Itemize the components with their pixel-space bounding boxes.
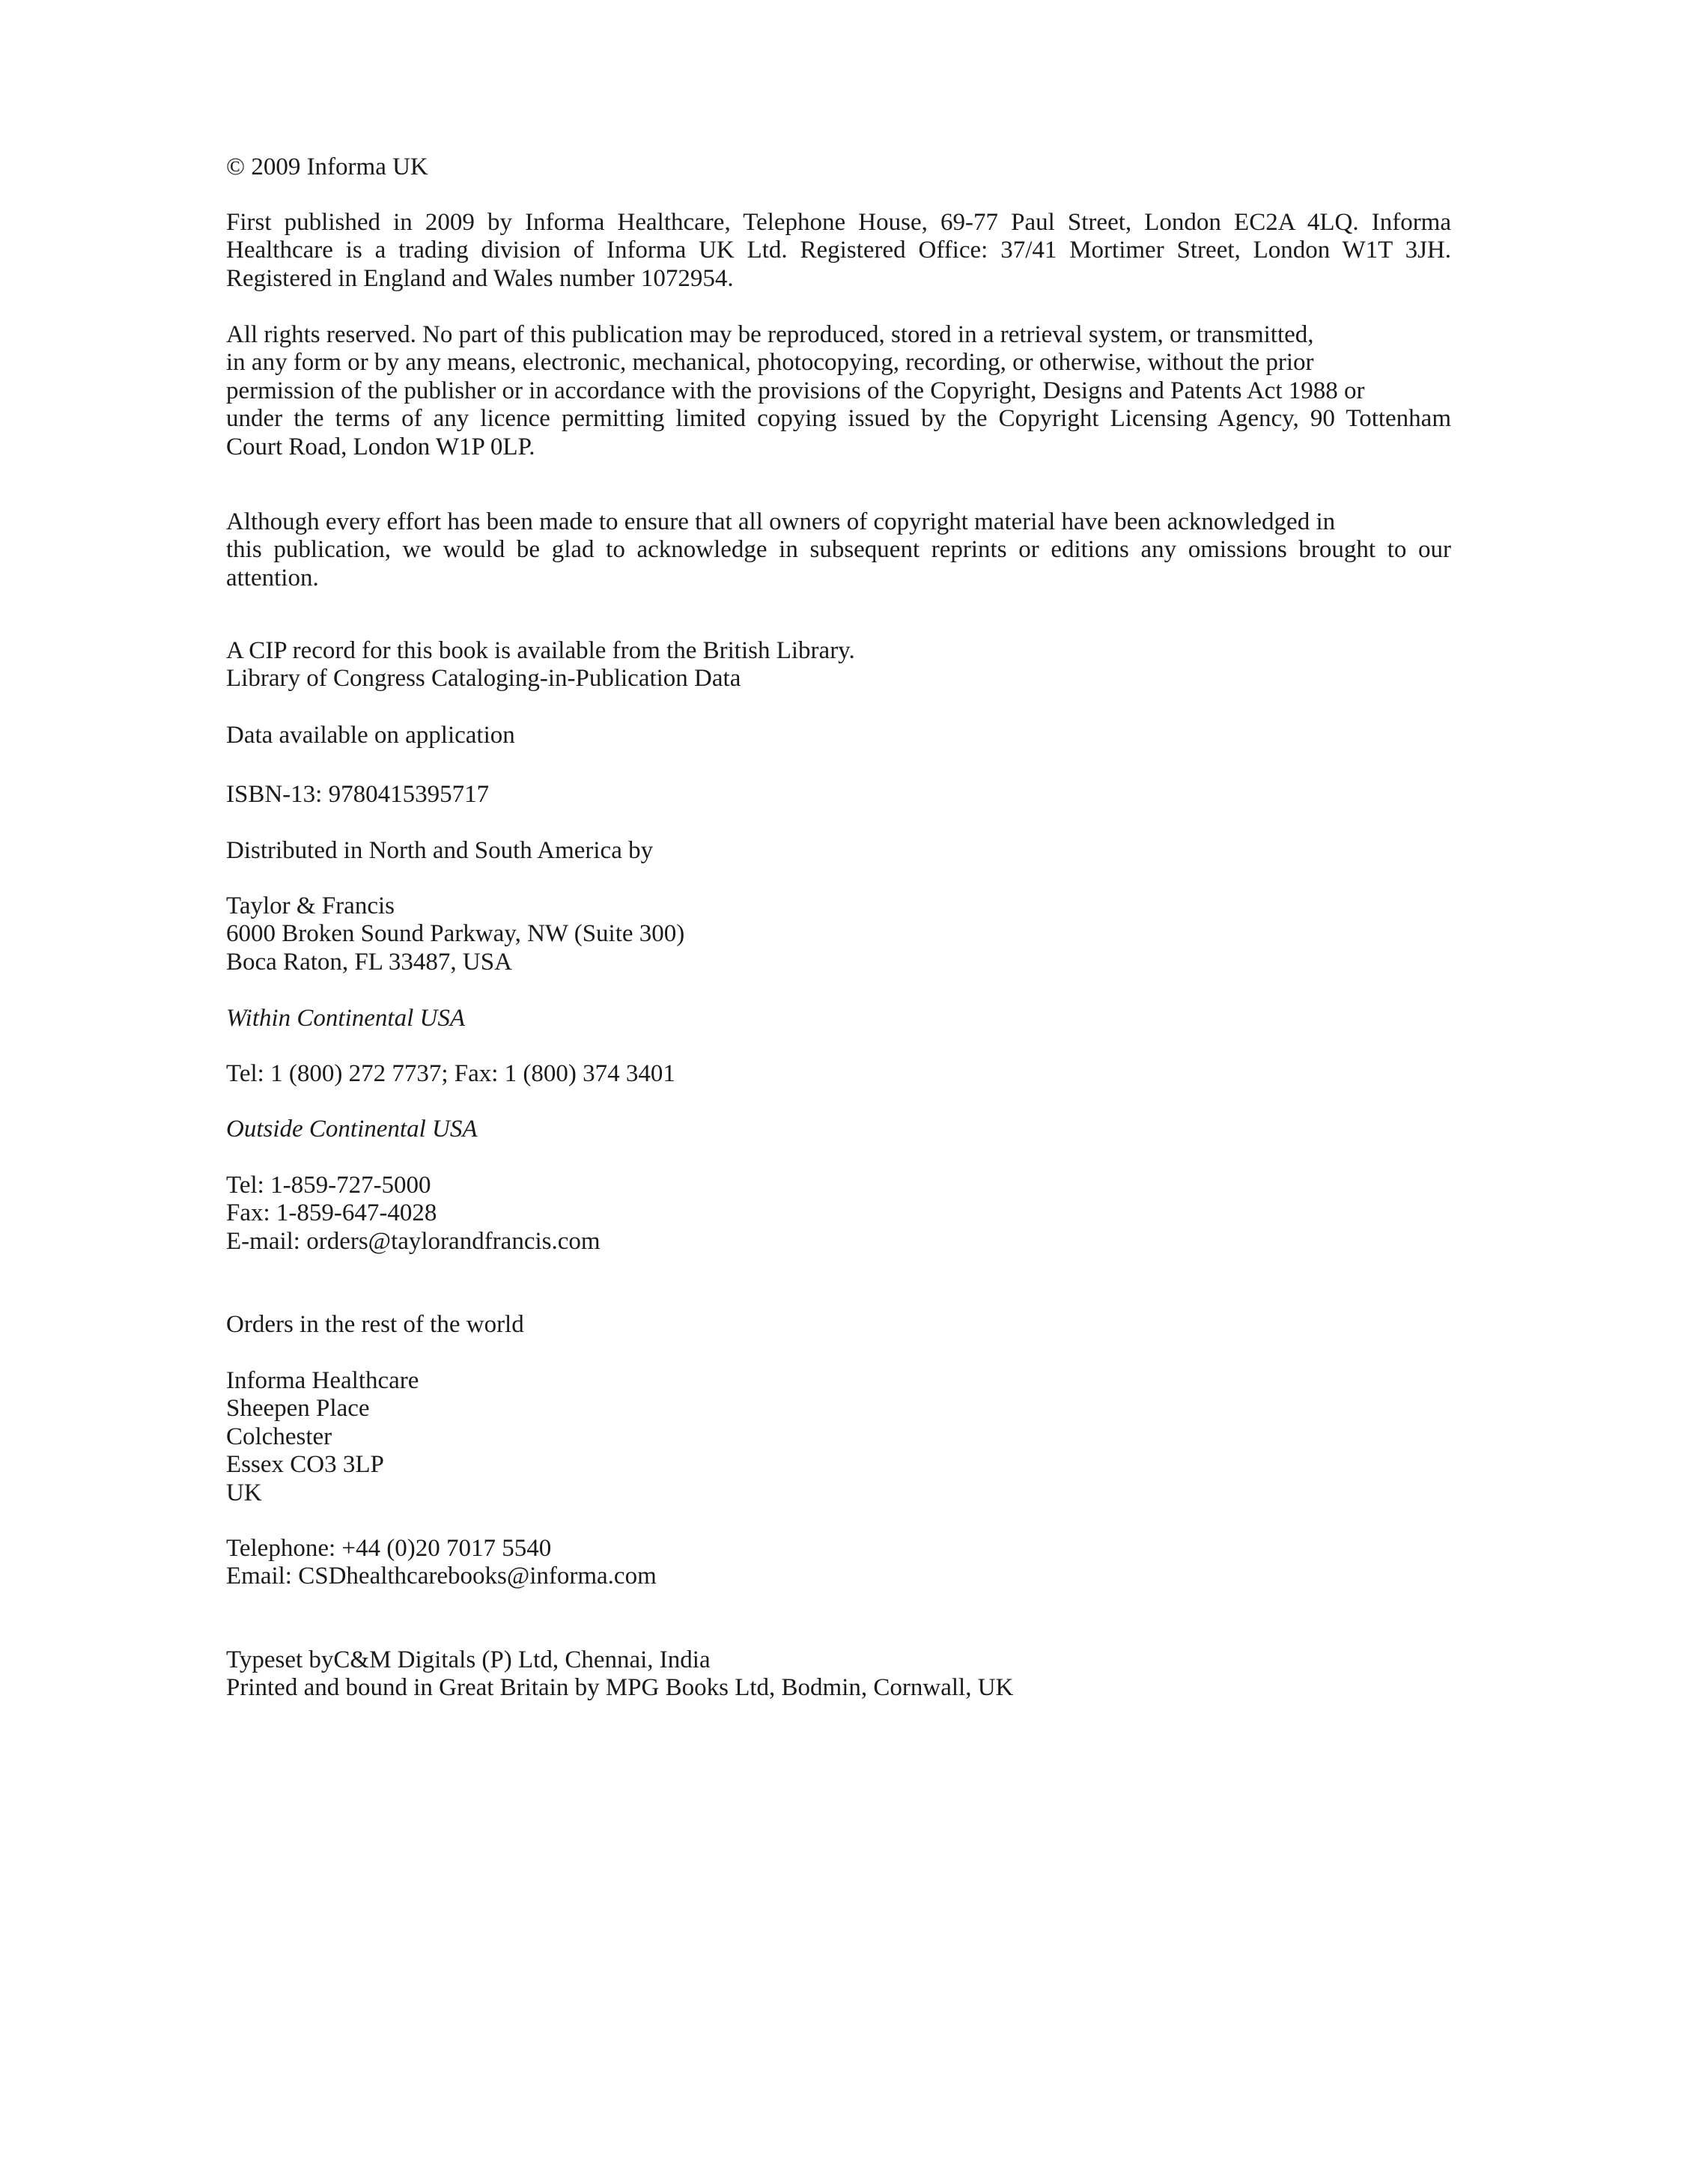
text-line: Typeset byC&M Digitals (P) Ltd, Chennai, India <box>226 1646 711 1673</box>
text-line: Although every effort has been made to ensure that all owners of copyright material have been acknowledged in <box>226 508 1336 535</box>
text-line: Fax: 1-859-647-4028 <box>226 1199 437 1227</box>
text-line: First published in 2009 by Informa Healthcare, Telephone House, 69-77 Paul Street, London EC2A 4LQ. Informa <box>226 209 1451 236</box>
text-line: Library of Congress Cataloging-in-Publication Data <box>226 665 741 693</box>
text-line: attention. <box>226 564 319 591</box>
email-line: Email: CSDhealthcarebooks@informa.com <box>226 1563 657 1590</box>
text-line: Taylor & Francis <box>226 892 395 919</box>
text-line: A CIP record for this book is available from the British Library. <box>226 637 855 664</box>
taylor-francis-address <box>226 892 1451 976</box>
isbn <box>226 781 1451 809</box>
text-line: Sheepen Place <box>226 1395 370 1423</box>
copyright-line: © 2009 Informa UK <box>226 153 428 180</box>
text-line: under the terms of any licence permitting limited copying issued by the Copyright Licensing Agency, 90 Tottenham <box>226 405 1451 433</box>
text-line: Court Road, London W1P 0LP. <box>226 433 535 460</box>
email-line: E-mail: orders@taylorandfrancis.com <box>226 1227 601 1255</box>
text-line: Boca Raton, FL 33487, USA <box>226 948 512 976</box>
copyright-notice <box>226 153 1451 181</box>
acknowledgement-paragraph <box>226 508 1451 592</box>
text-line: this publication, we would be glad to acknowledge in subsequent reprints or editions any omissions brought to our <box>226 536 1451 564</box>
production-credits <box>226 1646 1451 1703</box>
within-usa-contact <box>226 1060 1451 1088</box>
text-line: Registered in England and Wales number 1072954. <box>226 264 734 292</box>
distribution-heading <box>226 837 1451 865</box>
informa-healthcare-contact <box>226 1535 1451 1591</box>
text-line: Essex CO3 3LP <box>226 1451 384 1479</box>
informa-healthcare-address <box>226 1367 1451 1507</box>
orders-heading <box>226 1311 1451 1339</box>
outside-usa-contact <box>226 1172 1451 1256</box>
data-available <box>226 722 1451 749</box>
text-line: Within Continental USA <box>226 1005 465 1032</box>
text-line: All rights reserved. No part of this publication may be reproduced, stored in a retrieval system, or transmitted, <box>226 321 1314 348</box>
text-line: Data available on application <box>226 722 515 749</box>
cip-record <box>226 637 1451 693</box>
text-line: Healthcare is a trading division of Informa UK Ltd. Registered Office: 37/41 Mortimer Street, London W1T 3JH. <box>226 237 1451 264</box>
text-line: in any form or by any means, electronic, mechanical, photocopying, recording, or otherwise, without the prior <box>226 349 1314 377</box>
publication-paragraph <box>226 209 1451 293</box>
text-line: Printed and bound in Great Britain by MPG Books Ltd, Bodmin, Cornwall, UK <box>226 1674 1014 1702</box>
within-usa-heading <box>226 1005 1451 1032</box>
text-line: Tel: 1-859-727-5000 <box>226 1172 431 1199</box>
text-line: Orders in the rest of the world <box>226 1311 524 1338</box>
text-line: Informa Healthcare <box>226 1367 419 1394</box>
text-line: Telephone: +44 (0)20 7017 5540 <box>226 1535 552 1562</box>
text-line: Distributed in North and South America by <box>226 837 654 864</box>
text-line: 6000 Broken Sound Parkway, NW (Suite 300) <box>226 920 685 948</box>
outside-usa-heading <box>226 1116 1451 1143</box>
text-line: permission of the publisher or in accordance with the provisions of the Copyright, Designs and Patents Act 1988 or <box>226 377 1365 404</box>
rights-paragraph <box>226 321 1451 461</box>
text-line: Colchester <box>226 1423 332 1450</box>
text-line: UK <box>226 1479 262 1506</box>
text-line: Outside Continental USA <box>226 1116 478 1143</box>
text-line: Tel: 1 (800) 272 7737; Fax: 1 (800) 374 3401 <box>226 1060 675 1087</box>
text-line: ISBN-13: 9780415395717 <box>226 781 490 808</box>
